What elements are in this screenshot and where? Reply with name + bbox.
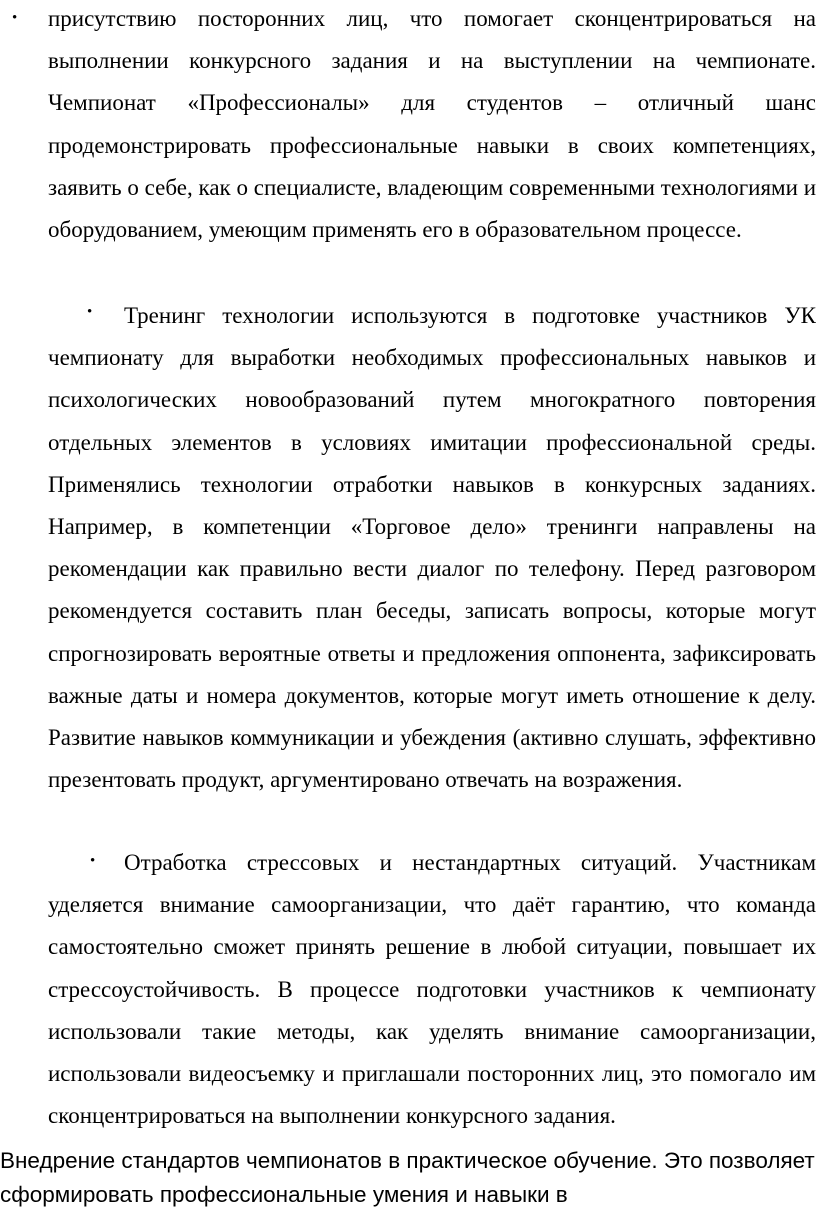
paragraph-training-technologies: Тренинг технологии используются в подготовке участников УК чемпионату для выработки необходимых профессиональных навыков и психологических новообразований путем многократного повторения отдельных элементов в условиях имитации профессиональной среды. Применялись технологии отработки навыков в конкурсных заданиях. Например, в компетенции «Торговое дело» тренинги направлены на рекомендации как правильно вести диалог по телефону. Перед разговором рекомендуется составить план беседы, записать вопросы, которые могут спрогнозировать вероятные ответы и предложения оппонента, зафиксировать важные даты и номера документов, которые могут иметь отношение к делу. Развитие навыков коммуникации и убеждения (активно слушать, эффективно презентовать продукт, аргументировано отвечать на возражения. bbox=[48, 303, 816, 793]
bullet-icon: • bbox=[12, 10, 18, 26]
tail-text-line: Внедрение стандартов чемпионатов в практическое обучение. Это позволяет bbox=[0, 1148, 815, 1173]
tail-text-line: сформировать профессиональные умения и навыки в bbox=[0, 1182, 568, 1207]
bullet-icon: • bbox=[87, 304, 93, 320]
paragraph-championship: присутствию посторонних лиц, что помогает сконцентрироваться на выполнении конкурсного задания и на выступлении на чемпионате. Чемпионат «Профессионалы» для студентов – отличный шанс продемонстрировать профессиональные навыки в своих компетенциях, заявить о себе, как о специалисте, владеющим современными технологиями и оборудованием, умеющим применять его в образовательном процессе. bbox=[48, 6, 816, 243]
bullet-icon: • bbox=[90, 853, 96, 869]
paragraph-stress-situations: Отработка стрессовых и нестандартных ситуаций. Участникам уделяется внимание самоорганизации, что даёт гарантию, что команда самостоятельно сможет принять решение в любой ситуации, повышает их стрессоустойчивость. В процессе подготовки участников к чемпионату использовали такие методы, как уделять внимание самоорганизации, использовали видеосъемку и приглашали посторонних лиц, это помогало им сконцентрироваться на выполнении конкурсного задания. bbox=[48, 850, 816, 1129]
